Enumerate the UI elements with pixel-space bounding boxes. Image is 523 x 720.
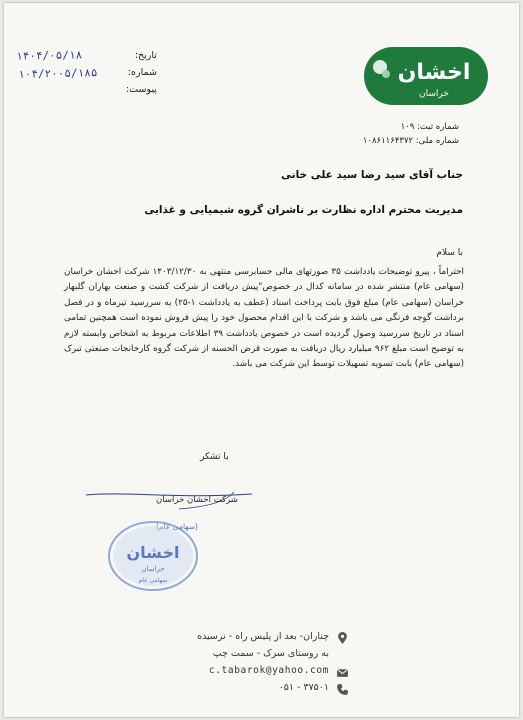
company-stamp: [106, 516, 200, 592]
footer-contact: [179, 631, 349, 699]
phone-icon: [336, 683, 349, 696]
reference-labels: [126, 47, 157, 98]
number-label: شماره:: [127, 67, 157, 78]
email-link[interactable]: c.tabarok@yahoo.com: [208, 665, 329, 676]
date-value: ۱۴۰۴/۰۵/۱۸: [15, 48, 83, 63]
logo-subtitle: خراسان: [419, 89, 449, 99]
signatory-company: شرکت اخشان خراسان: [156, 495, 238, 505]
stamp-footer: سهامی عام: [138, 577, 168, 584]
phone-number: ۰۵۱ - ۳۷۵۰۱: [278, 682, 329, 693]
national-id: شماره ملی: ۱۰۸۶۱۱۶۴۳۷۲: [362, 136, 459, 146]
department: مدیریت محترم اداره نظارت بر ناشران گروه شیمیایی و غذایی: [144, 204, 463, 216]
greeting: با سلام: [436, 248, 463, 258]
number-value: ۱۰۴/۲۰۰۵/۱۸۵: [17, 66, 98, 81]
registration-info: [363, 120, 459, 148]
email-row: [179, 665, 349, 682]
letter-page: [4, 3, 519, 717]
addressee: جناب آقای سید رضا سید علی خانی: [281, 169, 463, 181]
attachment-label: پیوست:: [126, 84, 157, 95]
registration-number: شماره ثبت: ۱۰۹: [400, 122, 459, 132]
company-logo: [362, 43, 490, 109]
stamp-type: (سهامی عام): [156, 522, 198, 531]
email-icon: [336, 666, 349, 679]
logo-text: اخشان: [397, 60, 471, 85]
phone-row: [179, 682, 349, 699]
address-row-2: [179, 648, 349, 665]
stamp-city: خراسان: [141, 565, 165, 573]
address-line-2: به روستای سرک - سمت چپ: [212, 648, 329, 659]
letter-body: احتراماً ، پیرو توضیحات یادداشت ۳۵ صورتهای مالی حسابرسی منتهی به ۱۴۰۳/۱۲/۳۰ شرکت اخشان خراسان (سهامی عام) منتشر شده در سامانه کدال در خصوص"پیش دریافت از شرکت کشت و صنعت بهاران گلبهار خراسان (سهامی عام) مبلغ فوق بابت پرداخت اسناد (عطف به یادداشت ۱-۲۵) به سررسید تیرماه و در فصل برداشت گوجه فرنگی می باشد و شرکت با این اقدام محصول خود را پیش فروش نموده است همچنین تمامی اسناد در تاریخ سررسید وصول گردیده است در خصوص یادداشت ۳۹ اطلاعات مربوط به اشخاص وابسته لازم به توضیح است مبلغ ۹۶۲ میلیارد ریال دریافت به صورت قرض الحسنه از شرکت گروه کارخانجات صنعتی تبرک (سهامی عام) بابت تسویه تسهیلات توسط این شرکت می باشد.: [64, 267, 465, 370]
address-row: [179, 631, 349, 648]
date-label: تاریخ:: [134, 50, 157, 61]
closing: با تشکر: [200, 452, 229, 462]
address-line-1: چناران- بعد از پلیس راه - نرسیده: [197, 631, 329, 642]
location-pin-icon: [336, 632, 349, 645]
stamp-logo: اخشان: [126, 543, 180, 562]
